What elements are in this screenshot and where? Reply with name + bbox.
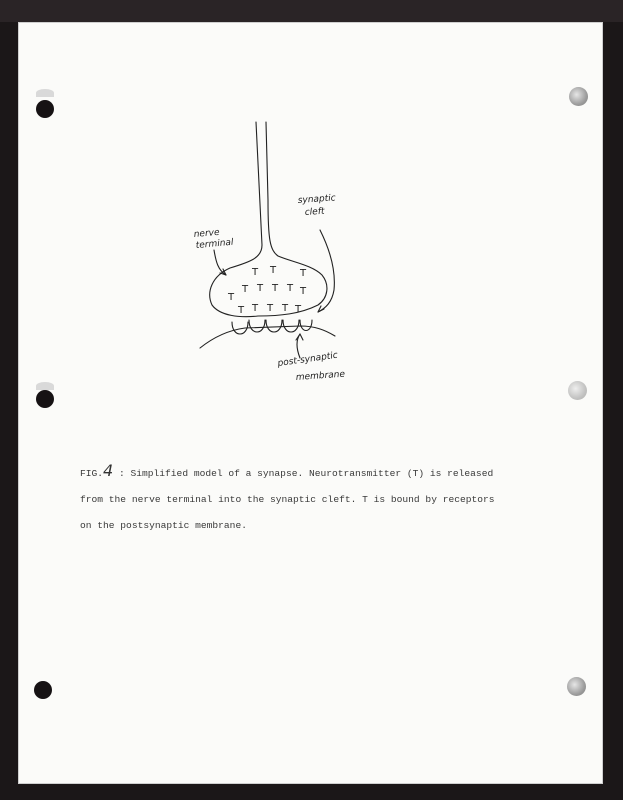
caption-line-1 — [80, 458, 510, 487]
transmitter-t: T — [252, 267, 259, 278]
transmitter-t: T — [267, 303, 274, 314]
transmitter-group — [227, 265, 307, 316]
transmitter-t: T — [300, 268, 307, 279]
caption-separator: : — [113, 468, 125, 479]
label-post-synaptic: post-synaptic — [277, 350, 339, 369]
transmitter-t: T — [228, 292, 235, 303]
transmitter-t: T — [300, 286, 307, 297]
label-terminal: terminal — [195, 237, 234, 251]
transmitter-t: T — [282, 303, 289, 314]
transmitter-t: T — [272, 283, 279, 294]
transmitter-t: T — [252, 303, 259, 314]
postsynaptic-membrane — [200, 326, 335, 348]
cleft-arrow — [318, 230, 334, 312]
transmitter-t: T — [295, 304, 302, 315]
transmitter-t: T — [257, 283, 264, 294]
figure-caption — [80, 458, 510, 539]
label-nerve: nerve — [193, 227, 220, 240]
caption-line-3: on the postsynaptic membrane. — [80, 520, 247, 531]
transmitter-t: T — [270, 265, 277, 276]
transmitter-t: T — [242, 284, 249, 295]
label-cleft: cleft — [304, 206, 325, 218]
caption-line-2: from the nerve terminal into the synaptic cleft. T is bound by receptors — [80, 494, 495, 505]
label-synaptic: synaptic — [297, 193, 337, 206]
receptor-cup — [300, 320, 312, 331]
figure-number: 4 — [103, 461, 114, 480]
caption-text-1: Simplified model of a synapse. Neurotransmitter (T) is released — [130, 468, 494, 479]
receptor-cup — [266, 320, 282, 332]
label-membrane: membrane — [295, 369, 346, 383]
transmitter-t: T — [238, 305, 245, 316]
receptor-cup — [249, 320, 265, 332]
caption-prefix: FIG. — [80, 468, 104, 479]
nerve-terminal-outline — [210, 122, 327, 317]
transmitter-t: T — [287, 283, 294, 294]
